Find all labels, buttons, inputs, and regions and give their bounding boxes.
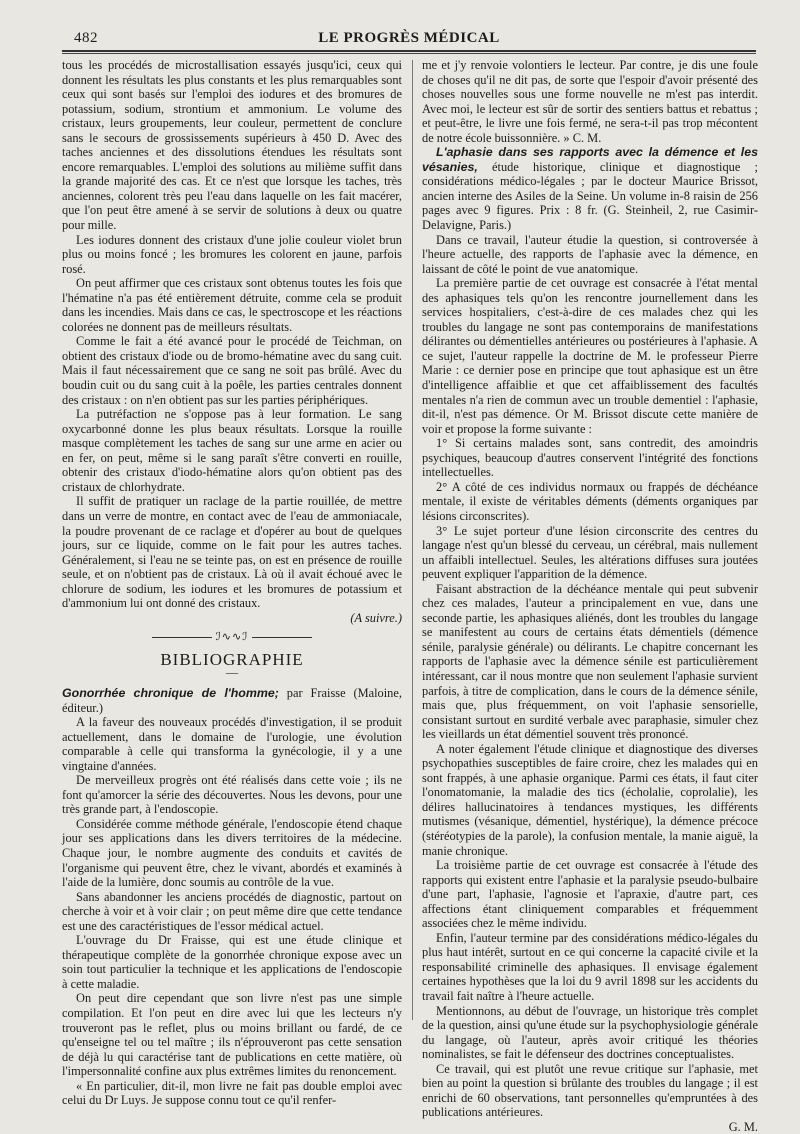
paragraph: Il suffit de pratiquer un raclage de la partie rouillée, de mettre dans un verre de montre, en contact avec de l'eau de ammoniacale, la poudre provenant de ce raclage et d'opérer au bout de quelques jours, sur ce liquide, comme on le fait pour les autres taches. Généralement, si l'eau ne se teinte pas, on est en présence de rouille seule, et on n'obtient pas de cristaux. Là où il avait échoué avec le chlorure de sodium, les iodures et les bromures de potassium et d'ammonium lui ont donné des cristaux. (62, 494, 402, 611)
paragraph: La putréfaction ne s'oppose pas à leur formation. Le sang oxycarbonné donne les plus beaux résultats. Lorsque la rouille masque complètement les taches de sang sur une arme en acier ou en fer, on peut, même si le sang paraît s'être converti en rouille, obtenir des cristaux d'iodo-hématine alors qu'on obtient pas des cristaux de chlorhydrate. (62, 407, 402, 494)
page-header (62, 22, 756, 44)
book-meta: par Fraisse (Maloine, éditeur.) (62, 685, 402, 715)
paragraph: 3° Le sujet porteur d'une lésion circonscrite des centres du langage n'est qu'un blessé du cerveau, un cérébral, mais nullement un affaibli intellectuel. Seules, les altérations diffuses sura joutées peuvent expliquer l'apparition de la démence. (422, 523, 758, 582)
header-rule-thin (62, 53, 756, 54)
right-column (422, 58, 758, 1134)
section-title: BIBLIOGRAPHIE (160, 649, 304, 669)
section-dash: — (226, 665, 238, 680)
paragraph: Comme le fait a été avancé pour le procédé de Teichman, on obtient des cristaux d'iode ou de bromo-hématine avec du sang cuit. Mais il faut nécessairement que ce sang ne soit pas brûlé. Avec du boudin cuit ou du sang cuit à la poêle, les parties centrales donnent des cristaux : on n'en obtient pas sur les parties périphériques. (62, 334, 402, 407)
paragraph: De merveilleux progrès ont été réalisés dans cette voie ; ils ne font qu'amorcer la série des découvertes. Nous les devons, pour une très grande part, à l'endoscopie. (62, 773, 402, 817)
paragraph: On peut dire cependant que son livre n'est pas une simple compilation. Et l'on peut en dire avec lui que les lecteurs n'y trouveront pas le reflet, plus ou moins brillant ou fardé, de ce qu'enseigne tel ou tel maître ; ils n'éprouveront pas cette sensation de déjà lu qui caractérise tant de publications en cette matière, où l'impersonnalité confine aux plus extrêmes limites du renoncement. (62, 991, 402, 1079)
book-title: Gonorrhée chronique de l'homme; (62, 685, 279, 700)
paragraph: A noter également l'étude clinique et diagnostique des diverses psychopathies susceptibles de faire croire, chez les malades qui en sont frappés, à une aphasie organique. Parmi ces états, il faut citer l'onomatomanie, la maladie des tics (écholalie, coprolalie), les délires hallucinatoires à tendances mystiques, les différents mutismes (vésanique, démentiel, hystérique), la démence précoce (stéréotypies de la parole), la confusion mentale, la manie aiguë, la manie chronique. (422, 741, 758, 858)
section-ornament (62, 630, 402, 645)
review-signature: G. M. (728, 1119, 758, 1134)
paragraph (422, 58, 758, 145)
paragraph: Considérée comme méthode générale, l'endoscopie étend chaque jour ses applications dans les divers territoires de la médecine. Chaque jour, le nombre augmente des conduits et cavités de l'organisme qui peuvent être, chez le vivant, abordés et examinés à l'aide de la lumière, donc soumis au contrôle de la vue. (62, 816, 402, 890)
paragraph: Dans ce travail, l'auteur étudie la question, si controversée à l'heure actuelle, des rapports de l'aphasie avec la démence, en laissant de côté le point de vue anatomique. (422, 232, 758, 276)
paragraph: 1° Si certains malades sont, sans contredit, des amoindris psychiques, beaucoup d'autres conservent l'intégrité des fonctions intellectuelles. (422, 436, 758, 480)
paragraph: A la faveur des nouveaux procédés d'investigation, il se produit actuellement, dans le domaine de l'urologie, une évolution comparable à celle qui transforma la gynécologie, il y a une vingtaine d'années. (62, 715, 402, 773)
paragraph-text: me et j'y renvoie volontiers le lecteur. Par contre, je dis une foule de choses qu'il ne dit pas, de sorte que l'espoir d'avoir présenté des choses nouvelles sous une forme nouvelle ne m'est pas interdit. Avec moi, le lecteur est sûr de sortir des sentiers battus et rebattus ; et peut-être, le livre une fois fermé, ne sera-t-il pas trop mécontent de notre école buissonnière. » (422, 58, 758, 145)
book-title: L'aphasie dans ses rapports avec la démence et les vésanies, (422, 145, 758, 174)
paragraph-text: Ce travail, qui est plutôt une revue critique sur l'aphasie, met bien au point la question si brûlante des troubles du langage ; il est enrichi de 60 observations, tant personnelles qu'empruntées à des publications antérieures. (422, 1061, 758, 1120)
paragraph: On peut affirmer que ces cristaux sont obtenus toutes les fois que l'hématine n'a pas été entièrement détruite, comme cela se produit dans les incendies. Mais dans ce cas, le spectroscope et les réactions colorées ne donnent pas de meilleurs résultats. (62, 276, 402, 334)
paragraph: 2° A côté de ces individus normaux ou frappés de déchéance mentale, il existe de véritables déments (déments organiques par lésions circonscrites). (422, 479, 758, 523)
paragraph: tous les procédés de microstallisation essayés jusqu'ici, ceux qui donnent les résultats les plus constants et les plus remarquables sont ceux qui sont basés sur l'emploi des iodures et des bromures de potassium, sodium, strontium et ammonium. Le volume des cristaux, leurs groupements, leur couleur, permettent de conclure sans le secours de grossissements supérieurs à 450 D. Avec des taches anciennes et des dissolutions étendues les résultats sont encore remarquables. L'emploi des solutions au milième suffit dans la grande majorité des cas. Et ce n'est que lorsque les taches, très anciennes, colorent très peu l'eau dans laquelle on les fait macérer, que l'on peut être amené à se servir de solutions à deux ou quatre pour mille. (62, 58, 402, 233)
paragraph: Sans abandonner les anciens procédés de diagnostic, partout on cherche à voir et à voir clair ; on peut même dire que cette tendance est une des caractéristiques de l'essor médical actuel. (62, 889, 402, 933)
paragraph: « En particulier, dit-il, mon livre ne fait pas double emploi avec celui du Dr Luys. Je suppose connu tout ce qu'il renfer- (62, 1078, 402, 1108)
book-entry-heading (62, 686, 402, 715)
paragraph (422, 1062, 758, 1120)
paragraph: La troisième partie de cet ouvrage est consacrée à l'étude des rapports qui existent entre l'aphasie et la paralysie pseudo-bulbaire d'une part, l'aphasie, l'agnosie et l'apraxie, d'autre part, ces affections étant cliniquement comparables et fréquemment associées chez le même individu. (422, 858, 758, 931)
page-number: 482 (74, 30, 98, 46)
paragraph: L'ouvrage du Dr Fraisse, qui est une étude clinique et thérapeutique complète de la gonorrhée chronique expose avec un soin tout particulier la technique et les applications de l'endoscopie à cette maladie. (62, 933, 402, 991)
paragraph: Mentionnons, au début de l'ouvrage, un historique très complet de la question, ainsi qu'une étude sur la psychophysiologie générale du langage, où l'auteur, après avoir critiqué les théories nominalistes, se fait le défenseur des doctrines conceptualistes. (422, 1003, 758, 1062)
ornament-line (252, 637, 312, 638)
running-title: LE PROGRÈS MÉDICAL (318, 30, 500, 46)
paragraph: Faisant abstraction de la déchéance mentale qui peut subvenir chez ces malades, l'auteur a principalement en vue, dans une seconde partie, les aphasiques aliénés, dont les troubles du langage se manifestent au cours de certains états démentiels (démence sénile, paralysie générale) ou délirants. Le chapitre concernant les rapports de l'aphasie avec la démence sénile est particulièrement intéressant, car il nous montre que non seulement l'aphasie survient parfois, à titre de complication, dans le cours de la démence sénile, mais que, plus fréquemment, on voit l'aphasie sensorielle, consistant surtout en surdité verbale avec paraphasie, simuler chez les vieillards un état démentiel souvent très prononcé. (422, 581, 758, 742)
column-divider (412, 60, 413, 1020)
to-be-continued: (A suivre.) (350, 610, 402, 625)
paragraph: La première partie de cet ouvrage est consacrée à l'état mental des aphasiques tels qu'on les rencontre journellement dans les services hospitaliers, c'est-à-dire de ces malades chez qui les troubles du langage ne sont pas contemporains de manifestations délirantes ou démentielles antérieures ou postérieures à l'aphasie. A ce sujet, l'auteur rappelle la doctrine de M. le professeur Pierre Marie : ce dernier pose en principe que tout aphasique est un être d'intelligence affaiblie et que cet affaiblissement des facultés mentales n'a rien de commun avec un trouble dementiel : l'aphasie, dit-il, n'est pas démence. Or M. Brissot discute cette manière de voir et propose la forme suivante : (422, 276, 758, 436)
book-meta: étude historique, clinique et diagnostique ; considérations médico-légales ; par le docteur Maurice Brissot, ancien interne des Asiles de la Seine. Un volume in-8 raisin de 256 pages avec 9 figures. Prix : 8 fr. (G. Steinheil, 2, rue Casimir-Delavigne, Paris.) (422, 159, 758, 233)
review-signature: C. M. (572, 130, 602, 145)
paragraph: Enfin, l'auteur termine par des considérations médico-légales du plus haut intérêt, surtout en ce qui concerne la capacité civile et la responsabilité criminelle des aphasiques. Il envisage également certaines hypothèses que la loi du 9 avril 1898 sur les accidents du travail fait naître à l'heure actuelle. (422, 930, 758, 1003)
book-entry-heading (422, 145, 758, 232)
paragraph: Les iodures donnent des cristaux d'une jolie couleur violet brun plus ou moins foncé ; les bromures les colorent en jaune, parfois rosé. (62, 232, 402, 276)
header-rule (62, 50, 756, 52)
ornament-line (152, 637, 212, 638)
ornament-glyph: ℐ∿∿ℐ (215, 631, 249, 644)
left-column (62, 58, 402, 1108)
